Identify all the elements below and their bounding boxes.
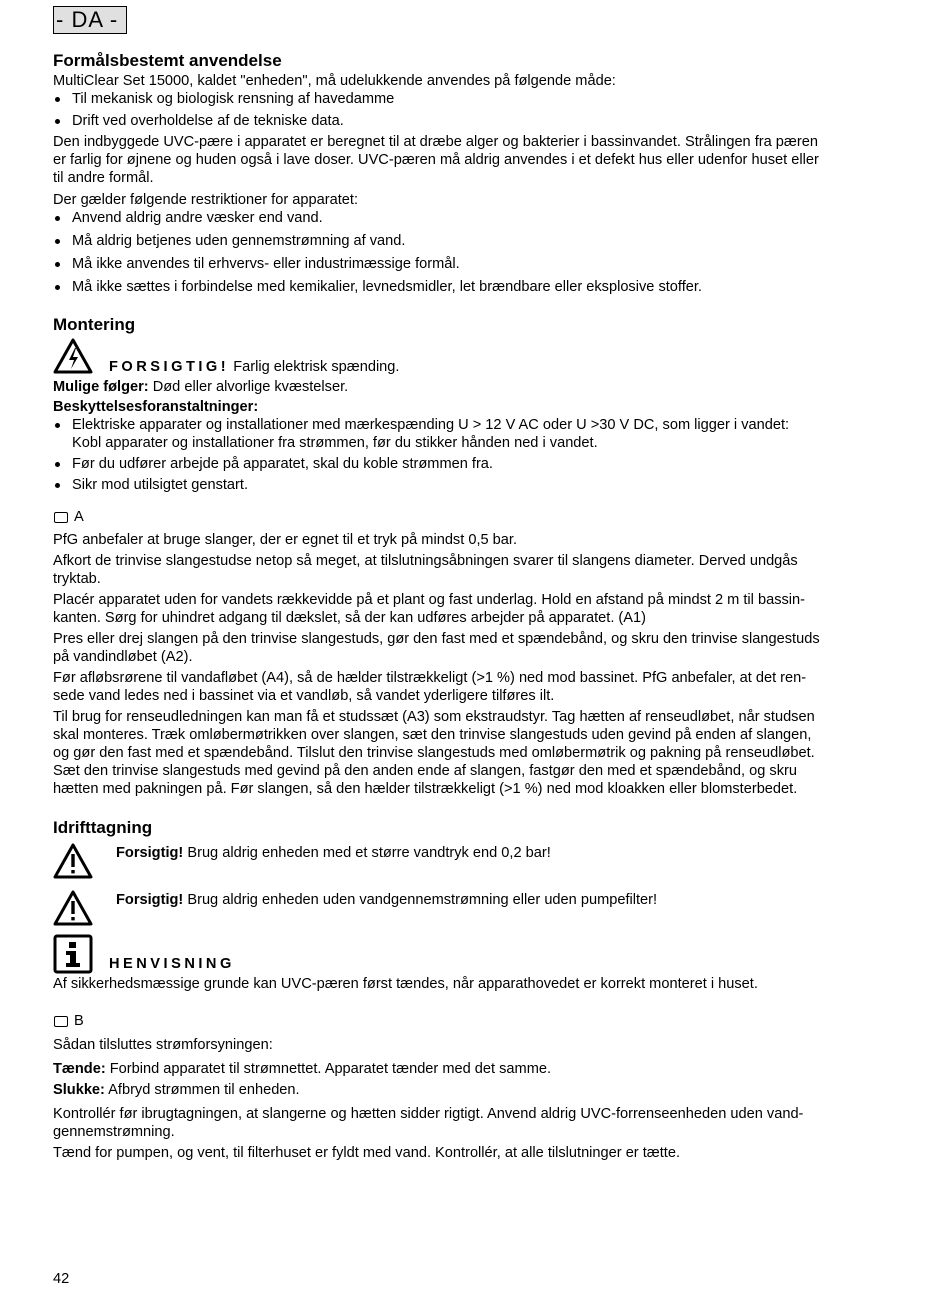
manual-page (53, 6, 888, 1162)
figure-label: A (74, 509, 84, 525)
text-line: og gør den fast med et spændebånd. Tilslut den trinvise slangestuds med omløbermøtrik og pakning på renseudløbet. (53, 745, 815, 761)
power-on-line (53, 1060, 888, 1078)
warning-message: Brug aldrig enheden uden vandgennemstrømning eller uden pumpefilter! (183, 892, 658, 908)
list-item: Må ikke anvendes til erhvervs- eller industrimæssige formål. (53, 255, 888, 273)
power-off-line (53, 1081, 888, 1099)
text-line: til andre formål. (53, 170, 154, 186)
power-on-label: Tænde: (53, 1061, 106, 1077)
warning-block (53, 890, 888, 926)
warning-text (93, 890, 657, 909)
mounting-paragraph (53, 669, 888, 705)
list-item: Til mekanisk og biologisk rensning af havedamme (53, 90, 888, 108)
text-line: Kontrollér før ibrugtagningen, at slangerne og hætten sidder rigtigt. Anvend aldrig UVC-forrenseenheden uden vand- (53, 1106, 804, 1122)
figure-ref-b (53, 1012, 888, 1030)
figure-box-icon (54, 1016, 68, 1027)
text-line: sede vand ledes ned i bassinet via et vandløb, så vandet yderligere tilføres ilt. (53, 688, 555, 704)
section-title-intended-use: Formålsbestemt anvendelse (53, 51, 282, 70)
warning-message: Brug aldrig enheden med et større vandtryk end 0,2 bar! (183, 845, 551, 861)
text-line: tryktab. (53, 571, 101, 587)
page-number: 42 (53, 1271, 70, 1287)
power-off-text: Afbryd strømmen til enheden. (104, 1082, 300, 1098)
text-line: Før afløbsrørene til vandafløbet (A4), så de hælder tilstrækkeligt (>1 %) ned mod bassinet. PfG anbefaler, at det ren- (53, 670, 807, 686)
caution-word: FORSIGTIG! (109, 359, 230, 375)
section-title-startup: Idrifttagning (53, 818, 153, 837)
list-item: Må aldrig betjenes uden gennemstrømning af vand. (53, 232, 888, 250)
electric-caution-block (53, 338, 888, 376)
consequence-text: Død eller alvorlige kvæstelser. (148, 379, 349, 395)
power-intro: Sådan tilsluttes strømforsyningen: (53, 1037, 273, 1053)
caution-text: Farlig elektrisk spænding. (229, 359, 400, 375)
list-item (53, 416, 888, 452)
measures-heading: Beskyttelsesforanstaltninger: (53, 399, 259, 415)
consequence-label: Mulige følger: (53, 379, 149, 395)
warning-label: Forsigtig! (116, 892, 184, 908)
info-icon (53, 934, 93, 974)
list-item: Anvend aldrig andre væsker end vand. (53, 209, 888, 227)
text-line: Afkort de trinvise slangestudse netop så meget, at tilslutningsåbningen svarer til slangens diameter. Derved undgås (53, 553, 798, 569)
text-line: på vandindløbet (A2). (53, 649, 193, 665)
text-line: Pres eller drej slangen på den trinvise slangestuds, gør den fast med et spændebånd, og skru den trinvise slangestuds (53, 631, 820, 647)
intended-use-intro: MultiClear Set 15000, kaldet "enheden", må udelukkende anvendes på følgende måde: (53, 73, 616, 89)
text-line: Kobl apparater og installationer fra strømmen, før du stikker hånden ned i vandet. (72, 435, 598, 451)
text-line: Elektriske apparater og installationer med mærkespænding U > 12 V AC oder U >30 V DC, som ligger i vandet: (72, 417, 790, 433)
consequence-line (53, 378, 888, 396)
text-line: Til brug for renseudledningen kan man få et studssæt (A3) som ekstraudstyr. Tag hætten af renseudløbet, når studsen (53, 709, 815, 725)
list-item: Før du udfører arbejde på apparatet, skal du koble strømmen fra. (53, 455, 888, 473)
electric-hazard-icon (53, 338, 93, 374)
mounting-paragraph (53, 591, 888, 627)
text-line: er farlig for øjnene og huden også i lave doser. UVC-pæren må aldrig anvendes i et defekt hus eller udenfor huset eller (53, 152, 819, 168)
mounting-paragraph (53, 630, 888, 666)
mounting-paragraph (53, 708, 888, 798)
text-line: gennemstrømning. (53, 1124, 175, 1140)
section-title-mounting: Montering (53, 315, 136, 334)
intended-use-list (53, 90, 888, 130)
text-line: kanten. Sørg for uhindret adgang til dækslet, så der kan udføres arbejder på apparatet. (A1) (53, 610, 646, 626)
text-line: skal monteres. Træk omløbermøtrikken over slangen, sæt den trinvise slangestuds uden gevind på enden af slangen, (53, 727, 812, 743)
uvc-paragraph (53, 133, 888, 187)
warning-icon (53, 890, 93, 926)
list-item: Må ikke sættes i forbindelse med kemikalier, levnedsmidler, let brændbare eller eksplosive stoffer. (53, 278, 888, 296)
text-line: Placér apparatet uden for vandets rækkevidde på et plant og fast underlag. Hold en afstand på mindst 2 m til bassin- (53, 592, 806, 608)
mounting-text (53, 531, 888, 798)
list-item: Drift ved overholdelse af de tekniske data. (53, 112, 888, 130)
language-tab: - DA - (53, 6, 127, 34)
measures-label (53, 398, 888, 416)
figure-ref-a (53, 508, 888, 526)
measures-list (53, 416, 888, 494)
restrictions-intro: Der gælder følgende restriktioner for apparatet: (53, 192, 358, 208)
note-text: Af sikkerhedsmæssige grunde kan UVC-pæren først tændes, når apparathovedet er korrekt monteret i huset. (53, 976, 758, 992)
final-paragraph: Tænd for pumpen, og vent, til filterhuset er fyldt med vand. Kontrollér, at alle tilslutninger er tætte. (53, 1145, 681, 1161)
note-block (53, 934, 888, 974)
note-word: HENVISNING (109, 956, 235, 972)
power-on-text: Forbind apparatet til strømnettet. Apparatet tænder med det samme. (105, 1061, 552, 1077)
figure-box-icon (54, 512, 68, 523)
mounting-paragraph (53, 531, 888, 549)
warning-icon (53, 843, 93, 879)
restrictions-list (53, 209, 888, 296)
power-off-label: Slukke: (53, 1082, 105, 1098)
text-line: PfG anbefaler at bruge slanger, der er egnet til et tryk på mindst 0,5 bar. (53, 532, 518, 548)
check-paragraph (53, 1105, 888, 1141)
text-line: hætten med pakningen på. Før slangen, så den hælder tilstrækkeligt (>1 %) ned mod kloakken eller blomsterbedet. (53, 781, 798, 797)
figure-label: B (74, 1013, 84, 1029)
warning-label: Forsigtig! (116, 845, 184, 861)
mounting-paragraph (53, 552, 888, 588)
text-line: Sæt den trinvise slangestuds med gevind på den anden ende af slangen, fastgør den med et spændebånd, og skru (53, 763, 797, 779)
warning-block (53, 843, 888, 879)
text-line: Den indbyggede UVC-pære i apparatet er beregnet til at dræbe alger og bakterier i bassinvandet. Strålingen fra pæren (53, 134, 818, 150)
list-item: Sikr mod utilsigtet genstart. (53, 476, 888, 494)
warning-text (93, 843, 551, 862)
